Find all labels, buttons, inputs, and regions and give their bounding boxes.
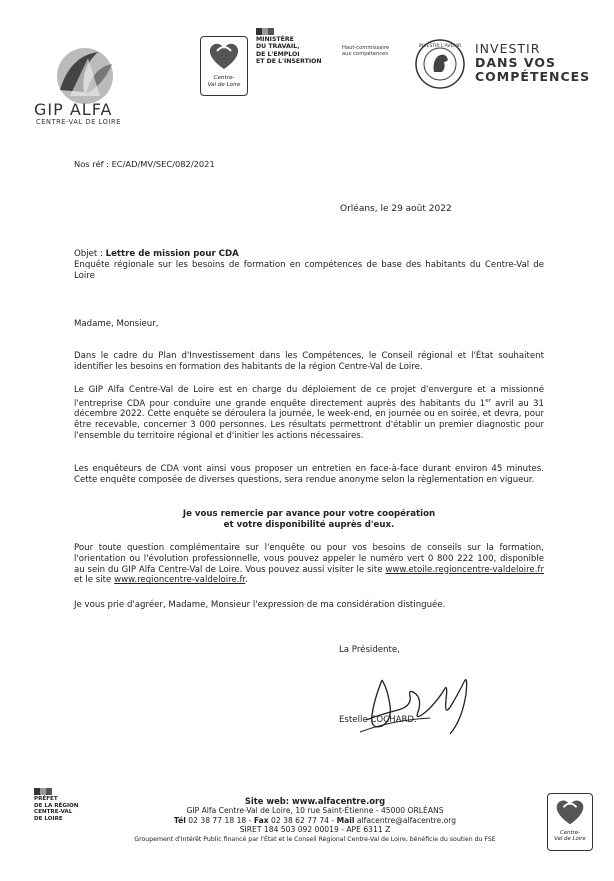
ministere-line: DE L'EMPLOI: [256, 50, 300, 58]
siret: SIRET 184 503 092 00019 - APE 6311 Z: [239, 825, 391, 835]
investir-line: DANS VOS: [475, 55, 556, 70]
ministere-line: MINISTÈRE: [256, 36, 294, 43]
paragraph-4-text: .: [245, 575, 248, 586]
reference: Nos réf : EC/AD/MV/SEC/082/2021: [74, 159, 215, 169]
investir-title: [475, 42, 590, 84]
region-logo: [200, 36, 248, 96]
paragraph-2-sup: er: [485, 397, 491, 404]
paragraph-2-text: avril au 31 décembre 2022. Cette enquête se déroulera la journée, le week-end, en journée ou en soirée, et devra, pour être recevable, concerner 3 000 personnes. Les résultats permettront d'établir un premier diagnostic pour l'ensemble du territoire régional et d'initier les actions nécessaires.: [74, 398, 544, 442]
object-title: Lettre de mission pour CDA: [105, 249, 239, 259]
signature: [352, 660, 482, 740]
fax-label: Fax: [253, 815, 269, 825]
seal-text: INVESTIR L'AVENIR: [418, 44, 462, 49]
region-logo-footer: [547, 793, 593, 851]
gip-subtitle: CENTRE-VAL DE LOIRE: [36, 118, 121, 126]
contact-line: Tél 02 38 77 18 18 - Fax 02 38 62 77 74 - Mail alfacentre@alfacentre.org: [173, 815, 457, 825]
thanks-line: et votre disponibilité auprès d'eux.: [223, 519, 395, 530]
paragraph-2: [74, 385, 544, 442]
ministere-line: ET DE L'INSERTION: [256, 58, 322, 66]
region-logo-line: Val de Loire: [554, 836, 586, 843]
prefet-line: DE LOIRE: [34, 815, 63, 822]
address: GIP Alfa Centre-Val de Loire, 10 rue Saint-Étienne - 45000 ORLÉANS: [186, 806, 444, 816]
prefet-line: PRÉFET: [34, 796, 58, 802]
tel-label: Tél: [173, 815, 186, 825]
paragraph-4-text: et le site: [74, 575, 115, 586]
investir-line: INVESTIR: [475, 41, 541, 56]
region-logo-line: Centre-: [213, 75, 235, 81]
thanks-line: Je vous remercie par avance pour votre coopération: [182, 509, 436, 519]
region-link[interactable]: www.regioncentre-valdeloire.fr: [114, 575, 246, 586]
prefet-line: DE LA RÉGION: [34, 802, 79, 809]
thanks-block: [74, 509, 544, 531]
etoile-link[interactable]: www.etoile.regioncentre-valdeloire.fr: [385, 564, 544, 575]
paragraph-1: Dans le cadre du Plan d'Investissement dans les Compétences, le Conseil régional et l'État souhaitent identifier les besoins en formation des habitants de la région Centre-Val de Loire.: [74, 351, 544, 372]
mail-value[interactable]: alfacentre@alfacentre.org: [356, 815, 457, 825]
mail-label: Mail: [336, 815, 355, 825]
prefet-block: [34, 796, 79, 822]
object-block: [74, 249, 544, 281]
ministere-block: [256, 36, 322, 66]
footer-contact: [100, 797, 530, 844]
heart-icon: [548, 796, 592, 828]
marianne-icon: [256, 28, 274, 35]
region-logo-line: Centre-: [559, 830, 581, 836]
salutation: Madame, Monsieur,: [74, 319, 159, 329]
site-web: Site web: www.alfacentre.org: [244, 796, 386, 806]
heart-icon: [201, 39, 247, 73]
groupement: Groupement d'Intérêt Public financé par l'État et le Conseil Régional Centre-Val de Loire, bénéficie du soutien du FSE: [134, 835, 496, 843]
gip-title: GIP ALFA: [34, 100, 113, 119]
object-prefix: Objet :: [74, 249, 106, 259]
tel-value: 02 38 77 18 18: [188, 815, 247, 825]
signatory-title: La Présidente,: [339, 645, 400, 655]
paragraph-4-text: Pour toute question complémentaire sur l'enquête ou pour vos besoins de conseils sur la formation, l'orientation ou l'évolution professionnelle, vous pouvez appeler le numéro vert 0 800 222 100, disponible au sein du GIP Alfa Centre-Val de Loire. Vous pouvez aussi visiter le site: [74, 543, 544, 575]
marianne-icon: [34, 788, 52, 795]
paragraph-3: Les enquêteurs de CDA vont ainsi vous proposer un entretien en face-à-face durant environ 45 minutes. Cette enquête composée de diverses questions, sera rendue anonyme selon la règlementation en vigueur.: [74, 464, 544, 485]
signatory-name: Estelle COCHARD.: [339, 715, 417, 725]
haut-commissaire-line: aux compétences: [342, 51, 389, 58]
haut-commissaire-line: Haut-commissaire: [342, 45, 390, 51]
object-subtitle: Enquête régionale sur les besoins de formation en compétences de base des habitants du Centre-Val de Loire: [74, 259, 544, 281]
ministere-line: DU TRAVAIL,: [256, 43, 300, 51]
closing: Je vous prie d'agréer, Madame, Monsieur l'expression de ma considération distinguée.: [74, 600, 446, 610]
fax-value: 02 38 62 77 74: [271, 815, 330, 825]
prefet-line: CENTRE-VAL: [34, 809, 73, 816]
region-logo-line: Val de Loire: [207, 81, 241, 88]
haut-commissaire: [342, 45, 389, 58]
investir-line: COMPÉTENCES: [475, 69, 591, 84]
paragraph-4: [74, 543, 544, 586]
investir-avenir-seal: [414, 38, 466, 90]
paragraph-2-text: Le GIP Alfa Centre-Val de Loire est en charge du déploiement de ce projet d'envergure et a missionné l'entreprise CDA pour conduire une grande enquête directement auprès des habitants du 1: [74, 385, 544, 409]
place-date: Orléans, le 29 août 2022: [340, 204, 452, 214]
